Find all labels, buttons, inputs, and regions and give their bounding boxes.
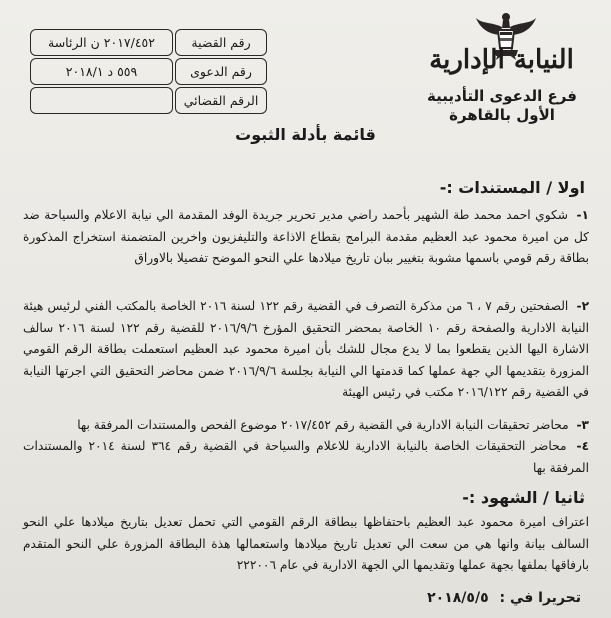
branch-name-line2: الأول بالقاهرة	[449, 106, 555, 124]
judicial-number-label: الرقم القضائي	[175, 87, 267, 114]
witnesses-heading: ثانيا / الشهود :-	[462, 488, 585, 507]
document-title: قائمة بأدلة الثبوت	[235, 125, 376, 144]
item-text: الصفحتين رقم ٧ ، ٦ من مذكرة التصرف في القضية رقم ١٢٢ لسنة ٢٠١٦ الخاصة بالمكتب الفني لرئيس هيئة النيابة الادارية والصفحة رقم ١٠ الخاصة بمحضر التحقيق المؤرخ ٢٠١٦/٩/٦ للقضية رقم ١٢٢ لسنة ٢٠١٦ سالف الاشارة اليها الذين يقطعوا بما لا يدع مجال للشك بأن اميرة محمود عبد العظيم استعملت بطاقة الرقم القومي المزورة بتقديمها الي جهة عملها كما قدمتها الي النيابة بجلسة ٢٠١٦/٩/٦ ضمن محاضر التحقيق التي اجرتها النيابة في القضية رقم ٢٠١٦/١٢٢ مكتب في رئيس الهيئة	[23, 299, 589, 399]
document-item	[23, 436, 589, 479]
document-item	[23, 415, 589, 437]
item-text: محاضر التحقيقات الخاصة بالنيابة الادارية للاعلام والسياحة في القضية رقم ٣٦٤ لسنة ٢٠١٤ والمستندات المرفقة بها	[23, 439, 589, 475]
judicial-number-value	[30, 87, 173, 114]
case-number-label: رقم القضية	[175, 29, 267, 56]
documents-heading: اولا / المستندات :-	[439, 178, 585, 197]
witness-statement: اعتراف اميرة محمود عبد العظيم باحتفاظها ببطاقة الرقم القومي التي تحمل تعديل بتاريخ ميلادها علي النحو السالف بيانة وانها هي من سعت الي تعديل تاريخ ميلادها واستعمالها هذة البطاقة المزورة علي النحو المتقدم بارفاقها بملفها بجهة عملها وتقديمها الي الجهة الادارية في عام ٢٢٢٠٠٦	[23, 515, 589, 572]
case-number-value: ٢٠١٧/٤٥٢ ن الرئاسة	[30, 29, 173, 56]
case-row-lawsuit-number	[30, 58, 267, 85]
item-number: ٤-	[576, 439, 590, 453]
lawsuit-number-value: ٥٥٩ د ٢٠١٨/١	[30, 58, 173, 85]
item-number: ٣-	[576, 418, 589, 432]
item-text: محاضر تحقيقات النيابة الادارية في القضية رقم ٢٠١٧/٤٥٢ موضوع الفحص والمستندات المرفقة بها	[77, 418, 569, 432]
case-row-case-number	[30, 29, 267, 56]
written-on-date: ٢٠١٨/٥/٥	[427, 590, 489, 606]
lawsuit-number-label: رقم الدعوى	[175, 58, 267, 85]
case-row-judicial-number	[30, 87, 267, 114]
item-number: ١-	[576, 208, 589, 222]
case-numbers-table	[30, 29, 267, 116]
item-number: ٢-	[576, 299, 590, 313]
branch-name-line1: فرع الدعوى التأديبية	[427, 87, 577, 105]
document-item	[23, 296, 589, 404]
item-text: شكوي احمد محمد طة الشهير بأحمد راضي مدير تحرير جريدة الوفد المقدمة الي نيابة الاعلام والسياحة ضد كل من اميرة محمود عبد العظيم مقدمة البرامج بقطاع الاذاعة والتليفزيون واخرين المتضمنة استخراج المذكورة بطاقة رقم قومي باسمها مشوبة بتغيير ببان تاريخ ميلادها علي النحو الموضح تفصيلا بالاوراق	[23, 208, 589, 265]
document-item	[23, 205, 589, 270]
written-on-line	[427, 590, 581, 606]
written-on-label: تحريرا في :	[499, 590, 581, 606]
organization-title: النيابة الإدارية	[429, 45, 574, 75]
